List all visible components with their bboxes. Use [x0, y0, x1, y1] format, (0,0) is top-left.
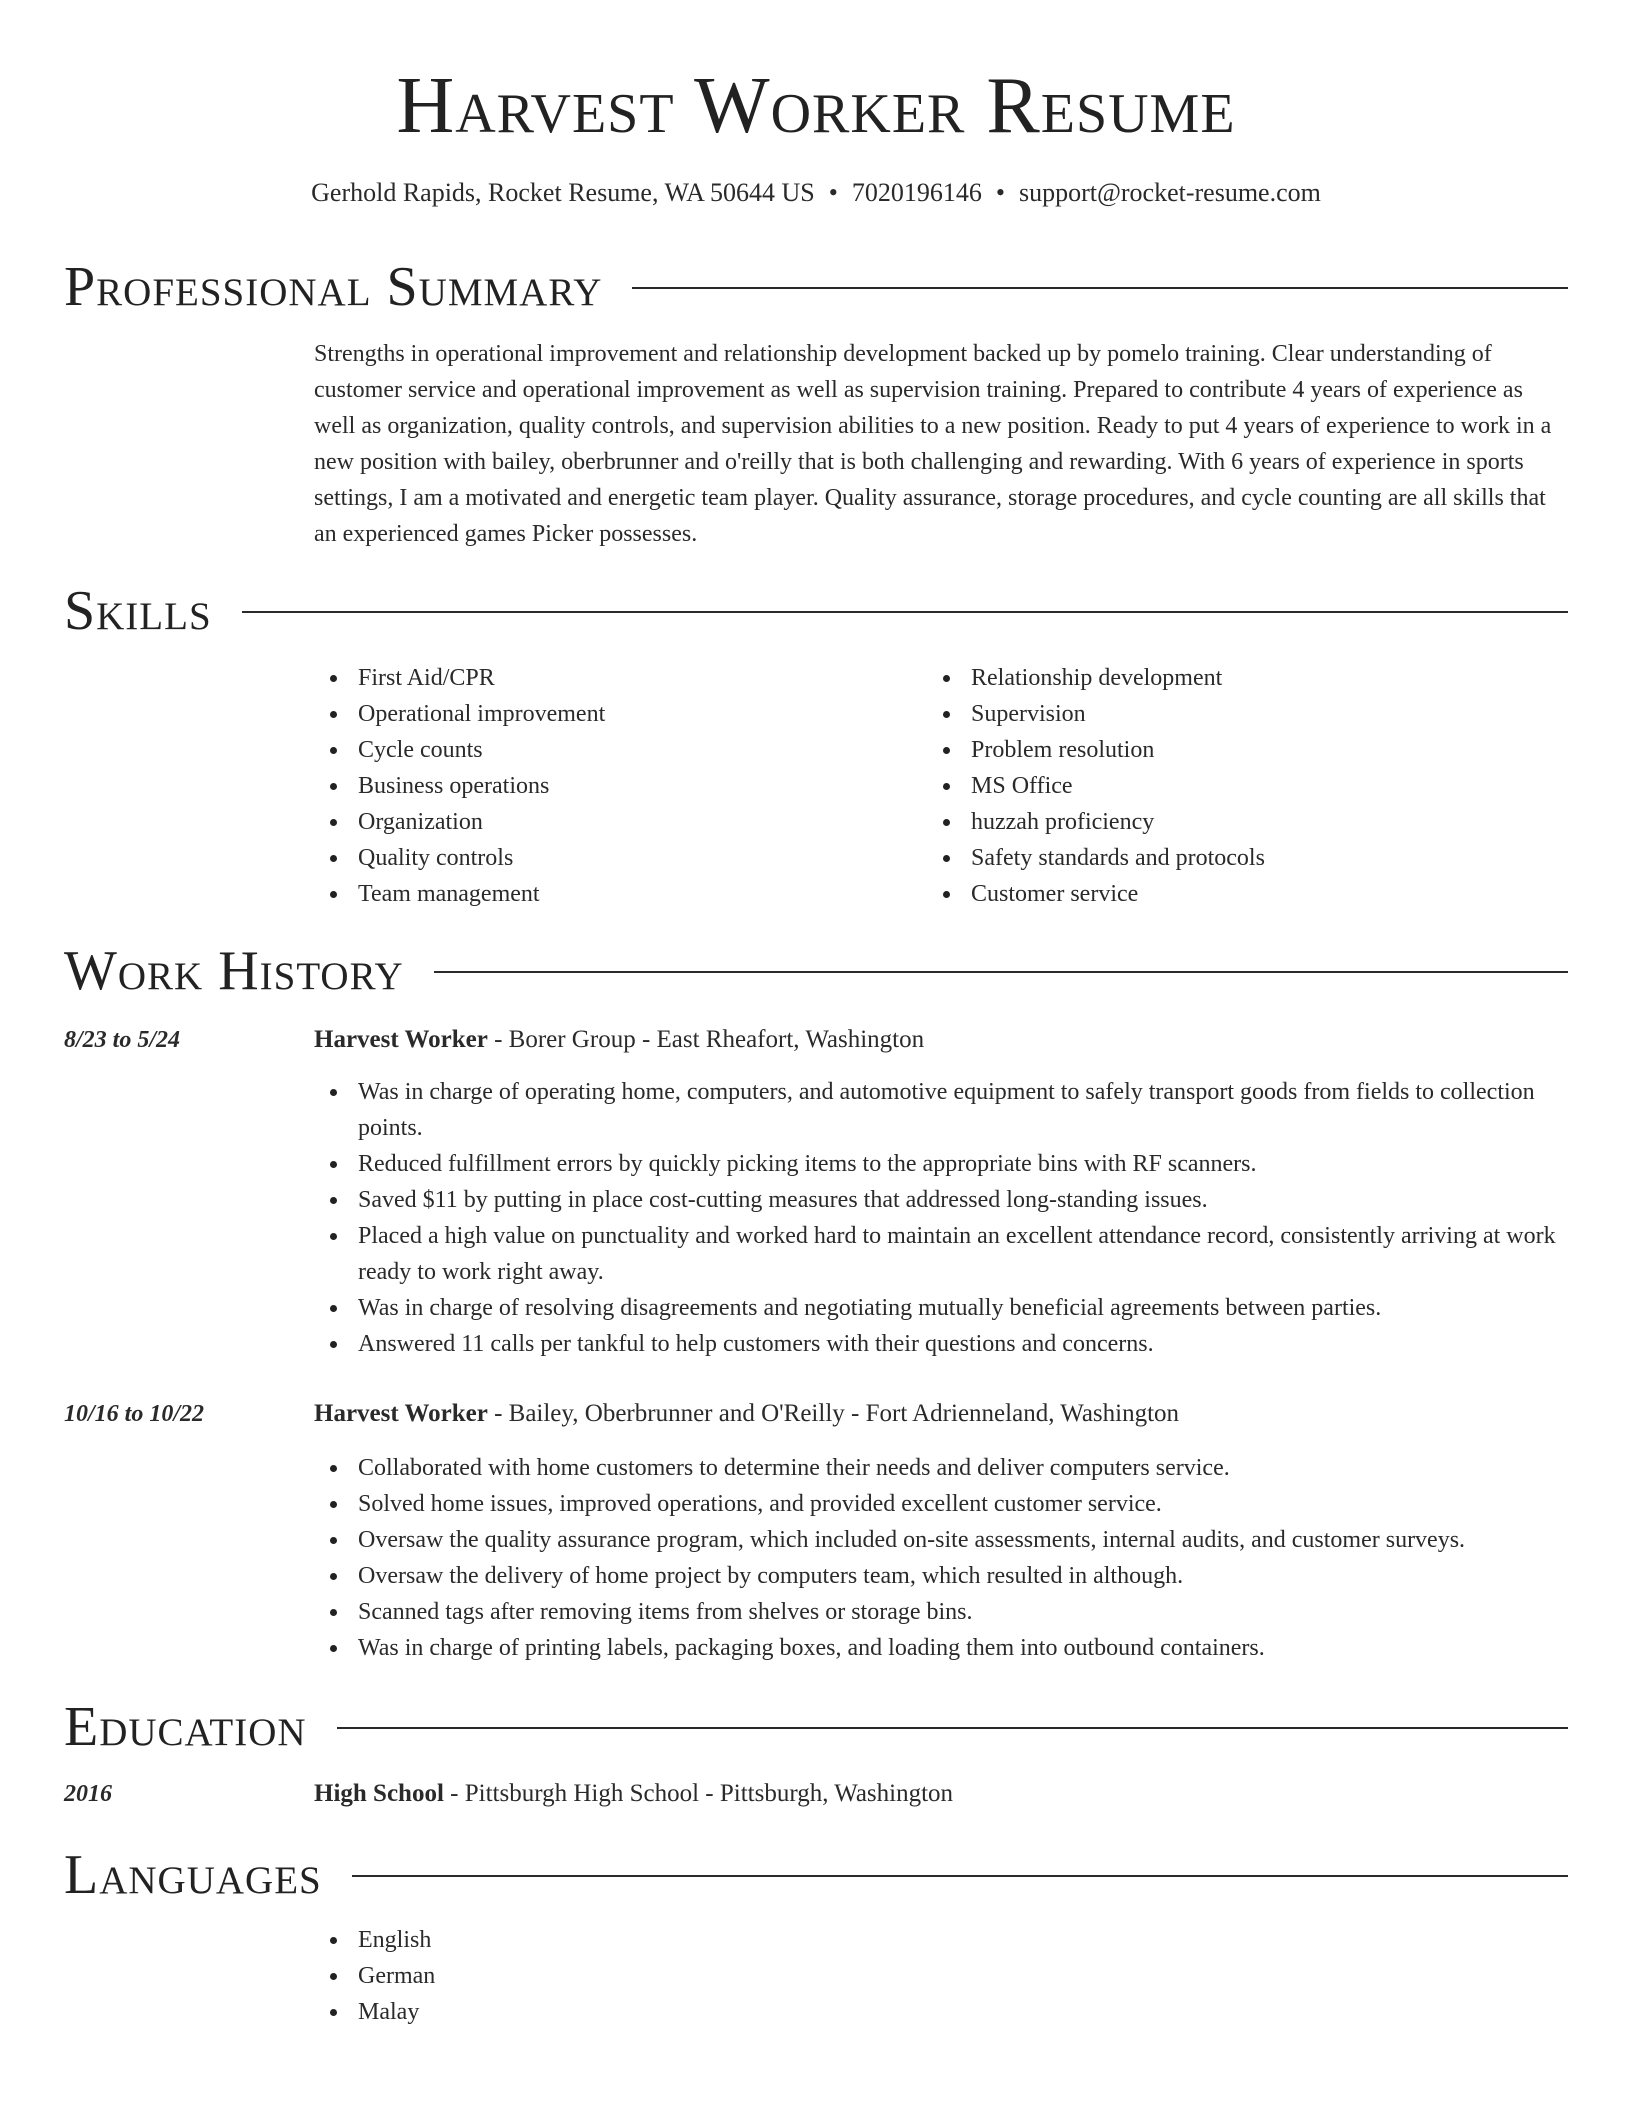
job-employer: - Bailey, Oberbrunner and O'Reilly - Fort Adrienneland, Washington: [487, 1400, 1180, 1427]
section-divider: [632, 287, 1568, 289]
contact-phone: 7020196146: [851, 178, 982, 207]
job-duties: [314, 1074, 1570, 1362]
skill-item: Quality controls: [314, 840, 914, 876]
skill-item: Safety standards and protocols: [927, 840, 1527, 876]
skills-heading: Skills: [64, 580, 212, 642]
job-header: [314, 1022, 1570, 1058]
duty-item: Placed a high value on punctuality and worked hard to maintain an excellent attendance record, consistently arriving at work ready to work right away.: [314, 1218, 1570, 1290]
work-section-header: [64, 936, 1568, 1006]
job-title: Harvest Worker: [314, 1400, 488, 1427]
duty-item: Was in charge of resolving disagreements and negotiating mutually beneficial agreements between parties.: [314, 1290, 1570, 1326]
education-heading: Education: [64, 1696, 307, 1758]
duty-item: Reduced fulfillment errors by quickly picking items to the appropriate bins with RF scanners.: [314, 1146, 1570, 1182]
skills-section-header: [64, 576, 1568, 646]
skill-item: Cycle counts: [314, 732, 914, 768]
job-duties-list: [314, 1450, 1570, 1666]
contact-separator: •: [828, 178, 838, 207]
duty-item: Was in charge of operating home, computers, and automotive equipment to safely transport goods from fields to collection points.: [314, 1074, 1570, 1146]
section-divider: [337, 1727, 1568, 1729]
languages-block: [314, 1922, 1570, 2030]
job-duties: [314, 1450, 1570, 1666]
contact-email: support@rocket-resume.com: [1018, 178, 1321, 207]
job-dates: 10/16 to 10/22: [64, 1401, 205, 1427]
skill-item: Supervision: [927, 696, 1527, 732]
skills-left-column: [314, 660, 914, 912]
section-divider: [352, 1875, 1568, 1877]
job-duties-list: [314, 1074, 1570, 1362]
language-item: English: [314, 1922, 1570, 1958]
job-dates: 8/23 to 5/24: [64, 1027, 181, 1053]
resume-title: Harvest Worker Resume: [396, 62, 1236, 150]
education-year: 2016: [64, 1781, 112, 1807]
duty-item: Oversaw the delivery of home project by computers team, which resulted in although.: [314, 1558, 1570, 1594]
summary-heading: Professional Summary: [64, 256, 603, 318]
skill-item: Organization: [314, 804, 914, 840]
education-section-header: [64, 1692, 1568, 1762]
duty-item: Solved home issues, improved operations, and provided excellent customer service.: [314, 1486, 1570, 1522]
duty-item: Saved $11 by putting in place cost-cutting measures that addressed long-standing issues.: [314, 1182, 1570, 1218]
duty-item: Answered 11 calls per tankful to help customers with their questions and concerns.: [314, 1326, 1570, 1362]
work-heading: Work History: [64, 940, 404, 1002]
contact-address: Gerhold Rapids, Rocket Resume, WA 50644 US: [311, 178, 815, 207]
job-header: [314, 1396, 1570, 1432]
skills-list-left: [314, 660, 914, 912]
summary-text: Strengths in operational improvement and relationship development backed up by pomelo training. Clear understanding of customer service and operational improvement as well as supervision training. Prepared to contribute 4 years of experience as well as organization, quality controls, and supervision abilities to a new position. Ready to put 4 years of experience to work in a new position with bailey, oberbrunner and o'reilly that is both challenging and rewarding. With 6 years of experience in sports settings, I am a motivated and energetic team player. Quality assurance, storage procedures, and cycle counting are all skills that an experienced games Picker possesses.: [314, 341, 1552, 547]
skill-item: First Aid/CPR: [314, 660, 914, 696]
duty-item: Was in charge of printing labels, packaging boxes, and loading them into outbound containers.: [314, 1630, 1570, 1666]
section-divider: [434, 971, 1568, 973]
duty-item: Scanned tags after removing items from shelves or storage bins.: [314, 1594, 1570, 1630]
skill-item: Customer service: [927, 876, 1527, 912]
skill-item: Team management: [314, 876, 914, 912]
education-school: - Pittsburgh High School - Pittsburgh, Washington: [443, 1780, 954, 1807]
skill-item: MS Office: [927, 768, 1527, 804]
language-item: German: [314, 1958, 1570, 1994]
section-divider: [242, 611, 1568, 613]
languages-list: [314, 1922, 1570, 2030]
skill-item: Operational improvement: [314, 696, 914, 732]
skill-item: huzzah proficiency: [927, 804, 1527, 840]
skill-item: Business operations: [314, 768, 914, 804]
duty-item: Collaborated with home customers to determine their needs and deliver computers service.: [314, 1450, 1570, 1486]
skill-item: Relationship development: [927, 660, 1527, 696]
languages-heading: Languages: [64, 1844, 322, 1906]
skills-list-right: [927, 660, 1527, 912]
languages-section-header: [64, 1840, 1568, 1910]
duty-item: Oversaw the quality assurance program, which included on-site assessments, internal audits, and customer surveys.: [314, 1522, 1570, 1558]
contact-separator: •: [995, 178, 1005, 207]
job-title: Harvest Worker: [314, 1026, 488, 1053]
education-entry: [314, 1776, 1570, 1812]
job-employer: - Borer Group - East Rheafort, Washington: [487, 1026, 925, 1053]
language-item: Malay: [314, 1994, 1570, 2030]
summary-section-header: [64, 252, 1568, 322]
skills-right-column: [927, 660, 1527, 912]
contact-line: [0, 176, 1632, 210]
education-degree: High School: [314, 1780, 444, 1807]
skill-item: Problem resolution: [927, 732, 1527, 768]
